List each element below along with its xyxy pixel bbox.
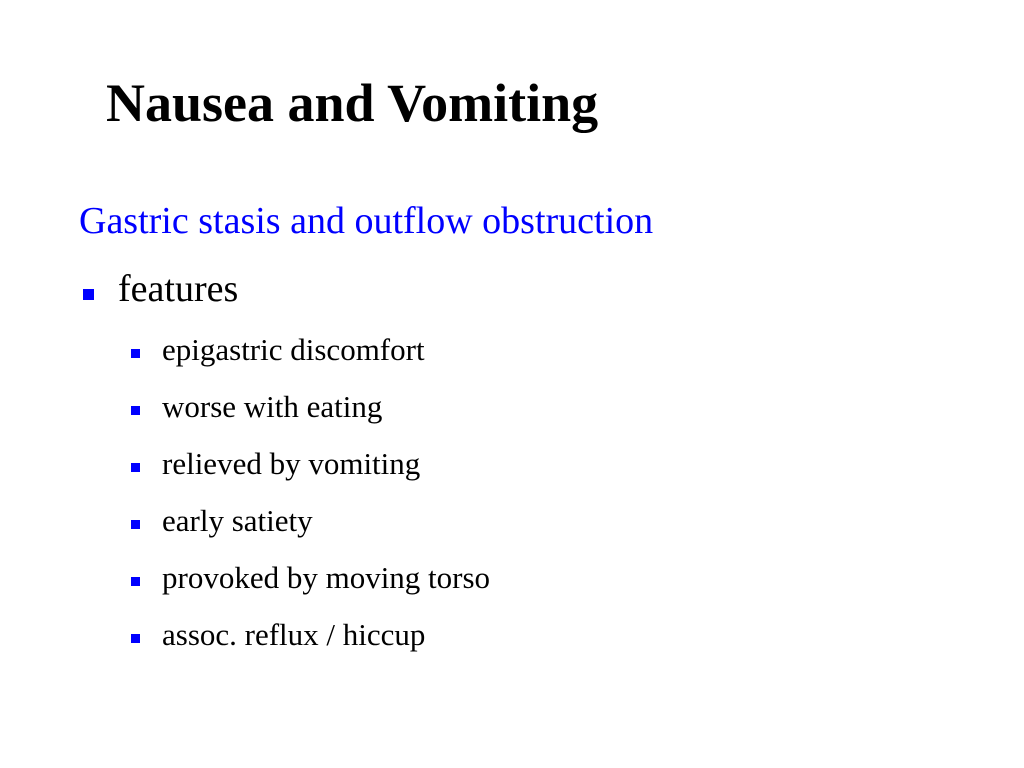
- sub-bullet-text: worse with eating: [162, 389, 383, 424]
- square-bullet-icon: [131, 577, 140, 586]
- square-bullet-icon: [131, 463, 140, 472]
- bullet-text: features: [118, 268, 239, 310]
- square-bullet-icon: [131, 634, 140, 643]
- sub-bullet-text: assoc. reflux / hiccup: [162, 617, 426, 652]
- sub-bullet-text: provoked by moving torso: [162, 560, 491, 595]
- sub-bullet-text: relieved by vomiting: [162, 446, 421, 481]
- square-bullet-icon: [131, 520, 140, 529]
- slide-title: Nausea and Vomiting: [106, 73, 599, 133]
- sub-bullet-text: early satiety: [162, 503, 313, 538]
- slide-subheading: Gastric stasis and outflow obstruction: [79, 200, 654, 242]
- square-bullet-icon: [83, 289, 94, 300]
- square-bullet-icon: [131, 406, 140, 415]
- sub-bullet-text: epigastric discomfort: [162, 332, 425, 367]
- square-bullet-icon: [131, 349, 140, 358]
